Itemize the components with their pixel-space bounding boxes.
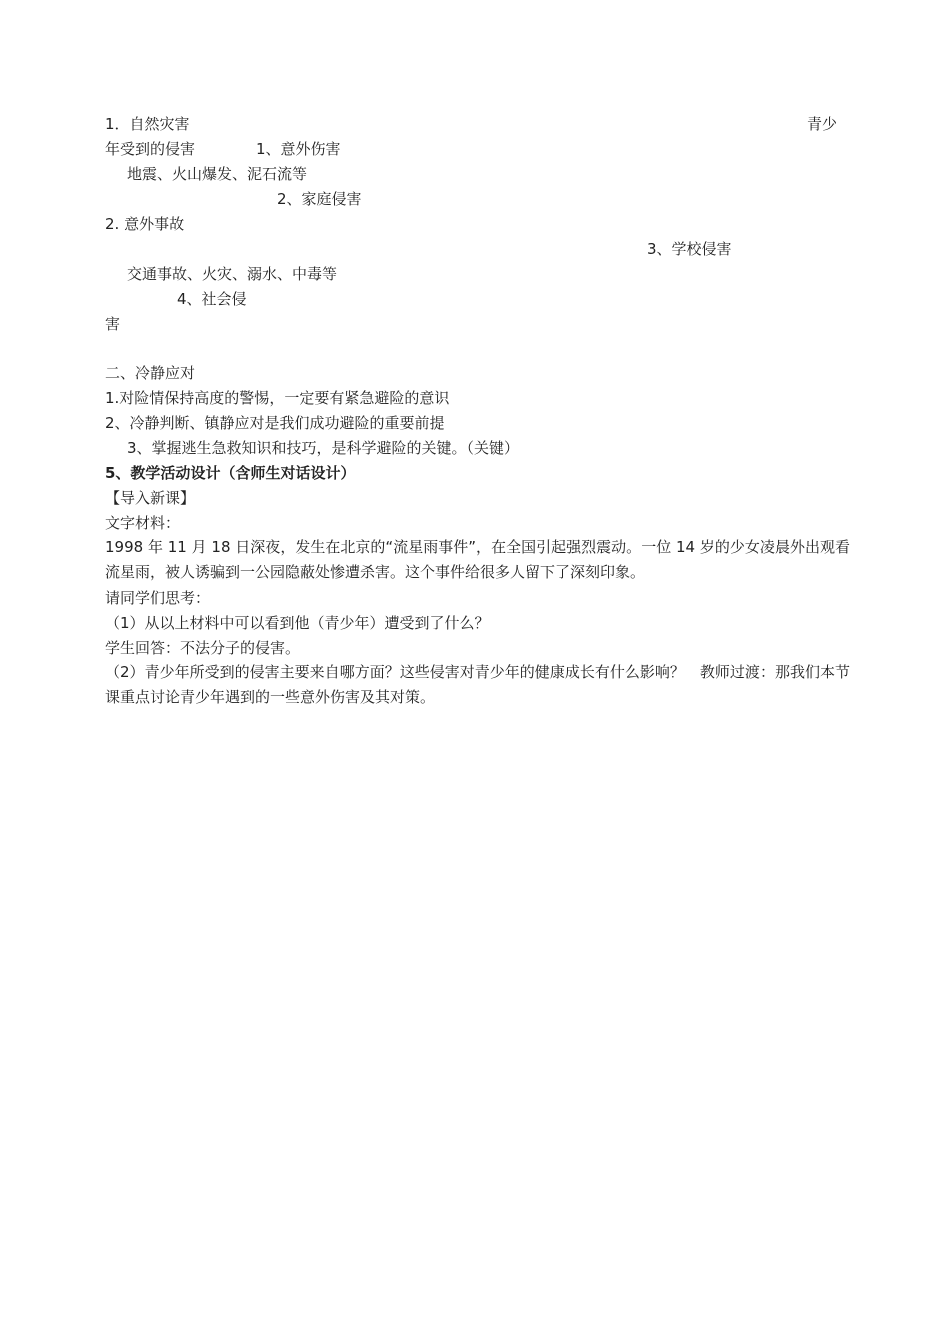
harm-heading-part1: 青少: [807, 115, 838, 133]
accident-title: 2. 意外事故: [105, 215, 185, 233]
material-paragraph: 1998 年 11 月 18 日深夜，发生在北京的“流星雨事件”，在全国引起强烈震动。一位 14 岁的少女凌晨外出观看流星雨，被人诱骗到一公园隐蔽处惨遭杀害。这个事件给很多人留下了深刻印象。: [105, 538, 850, 581]
calm-point-2: 2、冷静判断、镇静应对是我们成功避险的重要前提: [105, 414, 445, 432]
calm-point-3: 3、掌握逃生急救知识和技巧，是科学避险的关键。（关键）: [127, 439, 520, 457]
think-prompt: 请同学们思考：: [105, 589, 211, 607]
harm-heading-part2: 年受到的侵害: [105, 140, 196, 158]
harm-society-part1: 4、社会侵: [177, 290, 247, 308]
material-label: 文字材料：: [105, 514, 181, 532]
harm-society-part2: 害: [105, 315, 121, 333]
question-1: （1）从以上材料中可以看到他（青少年）遭受到了什么？: [105, 614, 490, 632]
intro-label: 【导入新课】: [105, 489, 196, 507]
natural-disaster-title: 1．自然灾害: [105, 115, 190, 133]
accident-examples: 交通事故、火灾、溺水、中毒等: [127, 265, 338, 283]
harm-school: 3、学校侵害: [647, 240, 732, 258]
harm-accidental-injury: 1、意外伤害: [256, 140, 341, 158]
calm-response-title: 二、冷静应对: [105, 364, 196, 382]
natural-disaster-examples: 地震、火山爆发、泥石流等: [127, 165, 308, 183]
harm-family: 2、家庭侵害: [277, 190, 362, 208]
teaching-design-heading: 5、教学活动设计（含师生对话设计）: [105, 464, 356, 482]
answer-1: 学生回答：不法分子的侵害。: [105, 639, 301, 657]
question-2-transition: （2）青少年所受到的侵害主要来自哪方面？这些侵害对青少年的健康成长有什么影响？ 教师过渡：那我们本节课重点讨论青少年遇到的一些意外伤害及其对策。: [105, 663, 850, 706]
calm-point-1: 1.对险情保持高度的警惕，一定要有紧急避险的意识: [105, 389, 450, 407]
